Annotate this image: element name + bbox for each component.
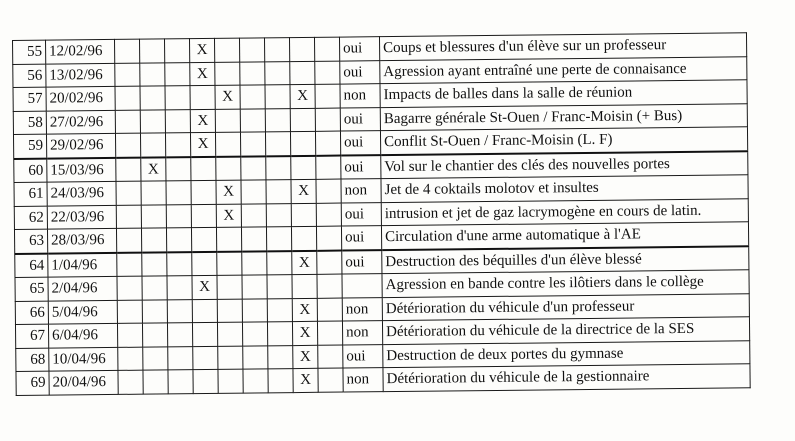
category-mark bbox=[141, 181, 166, 205]
category-mark bbox=[116, 157, 141, 181]
row-number: 58 bbox=[13, 111, 46, 135]
category-mark bbox=[267, 298, 292, 322]
row-number: 62 bbox=[14, 206, 47, 230]
response-cell bbox=[342, 274, 382, 298]
category-mark bbox=[240, 132, 265, 156]
category-mark bbox=[315, 108, 340, 132]
category-mark bbox=[141, 204, 166, 228]
category-mark: X bbox=[216, 180, 241, 204]
incident-date: 20/04/96 bbox=[49, 370, 118, 394]
category-mark bbox=[193, 346, 218, 370]
category-mark bbox=[291, 155, 316, 179]
category-mark: X bbox=[292, 321, 317, 345]
category-mark bbox=[117, 323, 142, 347]
category-mark bbox=[242, 251, 267, 275]
incident-date: 27/02/96 bbox=[46, 110, 115, 134]
incident-date: 28/03/96 bbox=[47, 228, 116, 253]
category-mark bbox=[165, 62, 190, 86]
category-mark bbox=[217, 322, 242, 346]
incident-description: Agression en bande contre les ilôtiers dans le collège bbox=[382, 270, 749, 297]
category-mark bbox=[267, 251, 292, 275]
category-mark bbox=[115, 133, 140, 157]
category-mark: X bbox=[215, 85, 240, 109]
category-mark bbox=[114, 39, 139, 63]
category-mark bbox=[289, 37, 314, 61]
incident-date: 5/04/96 bbox=[48, 300, 117, 324]
category-mark bbox=[318, 368, 343, 392]
category-mark bbox=[315, 131, 340, 155]
category-mark bbox=[139, 39, 164, 63]
category-mark bbox=[115, 63, 140, 87]
row-number: 61 bbox=[14, 182, 47, 206]
category-mark bbox=[317, 321, 342, 345]
row-number: 59 bbox=[13, 134, 46, 158]
category-mark bbox=[118, 347, 143, 371]
incident-date: 24/03/96 bbox=[47, 181, 116, 205]
category-mark bbox=[140, 133, 165, 157]
incident-description: Jet de 4 coktails molotov et insultes bbox=[381, 175, 748, 202]
row-number: 63 bbox=[14, 229, 47, 253]
category-mark bbox=[315, 61, 340, 85]
incident-description: Détérioration du véhicule de la gestionnaire bbox=[383, 364, 750, 391]
category-mark bbox=[267, 275, 292, 299]
row-number: 60 bbox=[14, 158, 47, 182]
category-mark bbox=[291, 226, 316, 250]
response-cell: oui bbox=[340, 107, 380, 131]
category-mark bbox=[266, 180, 291, 204]
incident-description: Conflit St-Ouen / Franc-Moisin (L. F) bbox=[380, 127, 747, 155]
response-cell: oui bbox=[341, 202, 381, 226]
category-mark bbox=[166, 204, 191, 228]
category-mark bbox=[218, 369, 243, 393]
category-mark bbox=[265, 85, 290, 109]
category-mark bbox=[316, 155, 341, 179]
category-mark: X bbox=[292, 250, 317, 274]
response-cell: oui bbox=[343, 344, 383, 368]
response-cell: non bbox=[343, 368, 383, 392]
category-mark bbox=[216, 227, 241, 251]
response-cell: oui bbox=[341, 226, 381, 250]
category-mark: X bbox=[190, 132, 215, 156]
category-mark bbox=[317, 250, 342, 274]
category-mark bbox=[165, 133, 190, 157]
incident-date: 6/04/96 bbox=[48, 323, 117, 347]
incident-date: 1/04/96 bbox=[48, 252, 117, 277]
incident-description: Destruction de deux portes du gymnase bbox=[383, 340, 750, 367]
category-mark bbox=[168, 346, 193, 370]
category-mark bbox=[117, 300, 142, 324]
category-mark bbox=[116, 205, 141, 229]
category-mark bbox=[214, 38, 239, 62]
response-cell: non bbox=[340, 84, 380, 108]
category-mark bbox=[215, 62, 240, 86]
category-mark: X bbox=[190, 109, 215, 133]
category-mark bbox=[165, 109, 190, 133]
category-mark bbox=[317, 274, 342, 298]
category-mark bbox=[142, 299, 167, 323]
incident-date: 22/03/96 bbox=[47, 205, 116, 229]
category-mark bbox=[241, 203, 266, 227]
category-mark bbox=[191, 204, 216, 228]
incident-date: 20/02/96 bbox=[46, 86, 115, 110]
response-cell: oui bbox=[340, 60, 380, 84]
category-mark bbox=[217, 251, 242, 275]
row-number: 68 bbox=[16, 348, 49, 372]
category-mark bbox=[243, 345, 268, 369]
category-mark bbox=[240, 108, 265, 132]
category-mark bbox=[141, 228, 166, 252]
category-mark bbox=[317, 298, 342, 322]
incident-table bbox=[12, 32, 751, 395]
category-mark bbox=[215, 109, 240, 133]
incident-description: Bagarre générale St-Ouen / Franc-Moisin (+ Bus) bbox=[380, 103, 747, 130]
category-mark bbox=[316, 179, 341, 203]
incident-description: Vol sur le chantier des clés des nouvelles portes bbox=[381, 151, 748, 179]
category-mark bbox=[142, 323, 167, 347]
incident-date: 2/04/96 bbox=[48, 276, 117, 300]
category-mark bbox=[242, 322, 267, 346]
category-mark bbox=[166, 181, 191, 205]
category-mark bbox=[167, 299, 192, 323]
row-number: 56 bbox=[13, 64, 46, 88]
category-mark: X bbox=[192, 275, 217, 299]
row-number: 67 bbox=[15, 324, 48, 348]
category-mark bbox=[265, 132, 290, 156]
category-mark bbox=[241, 156, 266, 180]
row-number: 66 bbox=[15, 301, 48, 325]
category-mark bbox=[266, 203, 291, 227]
category-mark bbox=[168, 370, 193, 394]
category-mark bbox=[116, 228, 141, 252]
category-mark bbox=[142, 252, 167, 276]
category-mark bbox=[167, 323, 192, 347]
category-mark bbox=[314, 37, 339, 61]
category-mark: X bbox=[290, 84, 315, 108]
row-number: 57 bbox=[13, 87, 46, 111]
category-mark bbox=[167, 276, 192, 300]
category-mark: X bbox=[293, 368, 318, 392]
response-cell: non bbox=[342, 321, 382, 345]
category-mark: X bbox=[190, 62, 215, 86]
category-mark bbox=[267, 322, 292, 346]
category-mark bbox=[268, 345, 293, 369]
category-mark bbox=[191, 227, 216, 251]
category-mark bbox=[315, 84, 340, 108]
category-mark bbox=[316, 203, 341, 227]
category-mark bbox=[266, 156, 291, 180]
category-mark: X bbox=[189, 38, 214, 62]
category-mark bbox=[290, 61, 315, 85]
category-mark bbox=[164, 39, 189, 63]
incident-description: intrusion et jet de gaz lacrymogène en cours de latin. bbox=[381, 198, 748, 225]
response-cell: non bbox=[341, 179, 381, 203]
category-mark bbox=[167, 252, 192, 276]
category-mark bbox=[241, 227, 266, 251]
category-mark bbox=[192, 251, 217, 275]
category-mark bbox=[143, 346, 168, 370]
category-mark bbox=[190, 85, 215, 109]
category-mark bbox=[216, 156, 241, 180]
category-mark: X bbox=[141, 157, 166, 181]
category-mark bbox=[239, 38, 264, 62]
category-mark: X bbox=[291, 179, 316, 203]
category-mark: X bbox=[292, 298, 317, 322]
category-mark bbox=[165, 86, 190, 110]
category-mark bbox=[241, 180, 266, 204]
category-mark bbox=[318, 345, 343, 369]
incident-date: 12/02/96 bbox=[46, 39, 115, 63]
category-mark bbox=[265, 61, 290, 85]
response-cell: oui bbox=[342, 250, 382, 274]
category-mark bbox=[142, 276, 167, 300]
category-mark bbox=[117, 276, 142, 300]
category-mark bbox=[316, 226, 341, 250]
category-mark bbox=[290, 131, 315, 155]
category-mark bbox=[166, 228, 191, 252]
response-cell: non bbox=[342, 297, 382, 321]
category-mark bbox=[218, 346, 243, 370]
incident-description: Détérioration du véhicule de la directrice de la SES bbox=[382, 317, 749, 344]
category-mark bbox=[191, 180, 216, 204]
category-mark bbox=[140, 62, 165, 86]
category-mark bbox=[192, 299, 217, 323]
category-mark bbox=[291, 203, 316, 227]
incident-date: 13/02/96 bbox=[46, 63, 115, 87]
incident-date: 15/03/96 bbox=[47, 157, 116, 182]
category-mark bbox=[143, 370, 168, 394]
category-mark bbox=[240, 85, 265, 109]
category-mark: X bbox=[293, 345, 318, 369]
row-number: 55 bbox=[13, 40, 46, 64]
category-mark bbox=[292, 274, 317, 298]
category-mark bbox=[265, 108, 290, 132]
category-mark bbox=[217, 275, 242, 299]
category-mark bbox=[215, 132, 240, 156]
category-mark bbox=[290, 108, 315, 132]
row-number: 69 bbox=[16, 371, 49, 395]
category-mark bbox=[193, 369, 218, 393]
response-cell: oui bbox=[340, 131, 380, 155]
category-mark bbox=[166, 157, 191, 181]
category-mark: X bbox=[216, 204, 241, 228]
row-number: 65 bbox=[15, 277, 48, 301]
incident-description: Détérioration du véhicule d'un professeur bbox=[382, 293, 749, 320]
incident-description: Impacts de balles dans la salle de réunion bbox=[380, 80, 747, 107]
category-mark bbox=[240, 61, 265, 85]
category-mark bbox=[217, 299, 242, 323]
category-mark bbox=[264, 38, 289, 62]
category-mark bbox=[117, 252, 142, 276]
category-mark bbox=[191, 156, 216, 180]
incident-description: Destruction des béquilles d'un élève blessé bbox=[382, 246, 749, 274]
category-mark bbox=[192, 322, 217, 346]
category-mark bbox=[242, 275, 267, 299]
incident-description: Coups et blessures d'un élève sur un professeur bbox=[379, 33, 746, 60]
incident-description: Agression ayant entraîné une perte de connaisance bbox=[380, 56, 747, 83]
category-mark bbox=[115, 110, 140, 134]
row-number: 64 bbox=[15, 253, 48, 277]
category-mark bbox=[268, 369, 293, 393]
category-mark bbox=[140, 109, 165, 133]
category-mark bbox=[266, 227, 291, 251]
response-cell: oui bbox=[339, 37, 379, 61]
category-mark bbox=[116, 181, 141, 205]
category-mark bbox=[242, 298, 267, 322]
category-mark bbox=[243, 369, 268, 393]
category-mark bbox=[118, 370, 143, 394]
category-mark bbox=[115, 86, 140, 110]
incident-description: Circulation d'une arme automatique à l'AE bbox=[381, 222, 748, 250]
response-cell: oui bbox=[341, 155, 381, 179]
category-mark bbox=[140, 86, 165, 110]
incident-date: 10/04/96 bbox=[49, 347, 118, 371]
incident-date: 29/02/96 bbox=[46, 133, 115, 158]
incident-rows bbox=[13, 33, 751, 395]
